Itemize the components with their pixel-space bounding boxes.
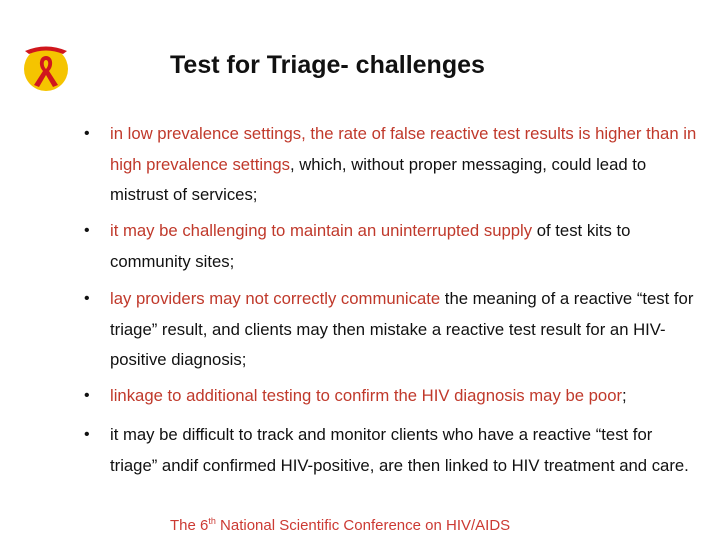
footer-before: The 6	[170, 517, 209, 534]
bullet-text	[110, 216, 700, 277]
bullet-rest: it may be difficult to track and monitor clients who have a reactive “test for triage” andif confirmed HIV-positive, are then linked to HIV treatment and care.	[110, 425, 689, 475]
bullet-marker: •	[84, 222, 90, 239]
bullet-rest: of test kits to community sites;	[110, 221, 631, 271]
bullet-marker: •	[84, 290, 90, 307]
bullet-text	[110, 420, 700, 481]
bullet-marker: •	[84, 125, 90, 142]
bullet-text	[110, 284, 700, 376]
footer-after: National Scientific Conference on HIV/AIDS	[215, 517, 511, 534]
bullet-text	[110, 119, 700, 211]
bullet-highlight: linkage to additional testing to confirm the HIV diagnosis may be poor	[110, 386, 623, 405]
bullet-marker: •	[84, 426, 90, 443]
bullet-text	[110, 381, 700, 412]
bullet-highlight: it may be challenging to maintain an uninterrupted supply	[110, 221, 533, 240]
footer-conference	[170, 517, 510, 534]
bullet-rest: ;	[622, 386, 627, 405]
page-title: Test for Triage- challenges	[170, 51, 485, 79]
red-ribbon-logo-icon	[19, 40, 73, 94]
bullet-highlight: in low prevalence settings, the rate of false reactive test results is higher than in high prevalence settings	[110, 124, 697, 174]
footer-superscript: th	[208, 516, 216, 526]
bullet-marker: •	[84, 387, 90, 404]
bullet-rest: the meaning of a reactive “test for triage” result, and clients may then mistake a reactive test result for an HIV-positive diagnosis;	[110, 289, 694, 369]
bullet-highlight: lay providers may not correctly communicate	[110, 289, 441, 308]
bullet-rest: , which, without proper messaging, could lead to mistrust of services;	[110, 154, 647, 204]
